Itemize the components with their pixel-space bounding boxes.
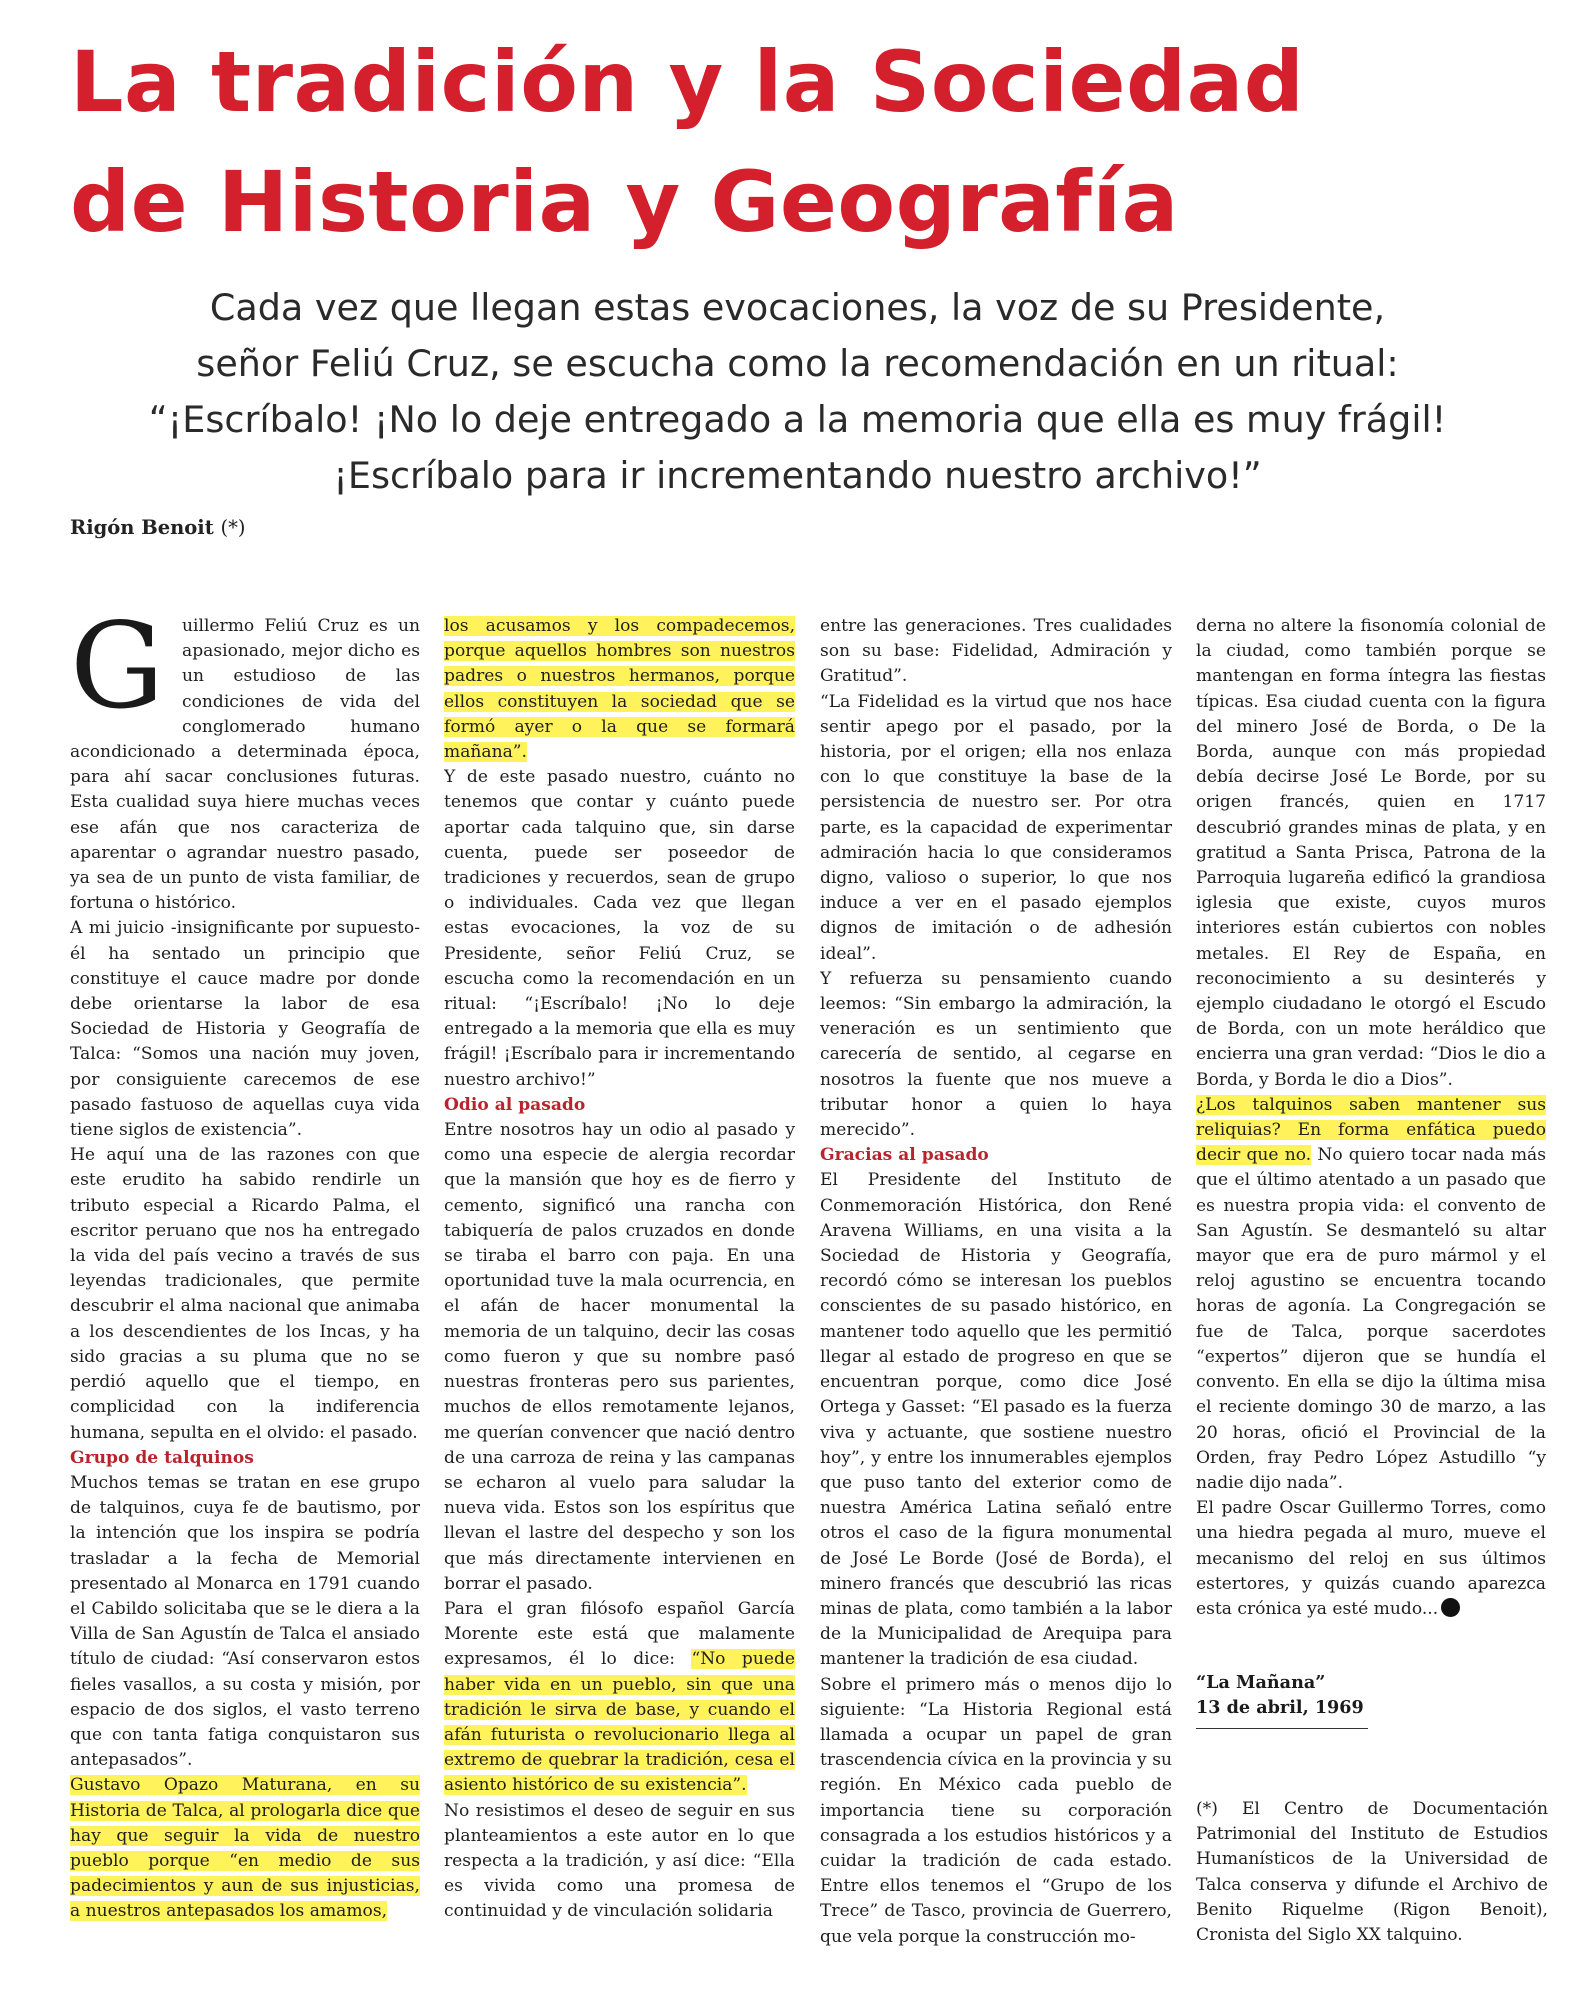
paragraph: “La Fidelidad es la virtud que nos hace sentir apego por el pasado, por la historia, por el origen; ella nos enlaza con lo que constituye la base de la persistencia de nuestro ser. Por otra parte, es la capacidad de experimentar admiración hacia lo que consideramos digno, valioso o superior, lo que nos induce a ver en el pasado ejemplos dignos de imitación o de adhesión ideal”. bbox=[820, 691, 1172, 964]
source-newspaper: “La Mañana” bbox=[1196, 1672, 1326, 1693]
footnote: (*) El Centro de Documentación Patrimonial del Instituto de Estudios Humanísticos de la Universidad de Talca conserva y difunde el Archivo de Benito Riquelme (Rigon Benoit), Cronista del Siglo XX talquino. bbox=[1196, 1799, 1548, 1946]
paragraph bbox=[70, 614, 420, 916]
drop-cap: G bbox=[70, 614, 165, 735]
article-column-1 bbox=[70, 614, 420, 1984]
highlighted-text: ¿Los talquinos saben mantener sus reliquias? En forma enfática puedo decir que no. bbox=[1196, 1094, 1546, 1166]
paragraph-text: El padre Oscar Guillermo Torres, como una hiedra pegada al muro, mueve el mecanismo del reloj en sus últimos estertores, y quizás cuando aparezca esta crónica ya esté mudo... bbox=[1196, 1498, 1546, 1619]
subtitle-line-2: señor Feliú Cruz, se escucha como la recomendación en un ritual: bbox=[196, 342, 1399, 385]
paragraph: A mi juicio -insignificante por supuesto- él ha sentado un principio que constituye el cauce madre por donde debe orientarse la labor de esa Sociedad de Historia y Geografía de Talca: “Somos una nación muy joven, por consiguiente carecemos de ese pasado fastuoso de aquellas cuya vida tiene siglos de existencia”. bbox=[70, 918, 420, 1141]
paragraph: Sobre el primero más o menos dijo lo siguiente: “La Historia Regional está llamada a ocupar un papel de gran trascendencia cívica en la provincia y su región. En México cada pueblo de importancia tiene su corporación consagrada a los estudios históricos y a cuidar la tradición de cada estado. Entre ellos tenemos el “Grupo de los Trece” de Tasco, provincia de Guerrero, que vela porque la construcción mo- bbox=[820, 1674, 1172, 1947]
article-column-2 bbox=[444, 614, 795, 1984]
paragraph bbox=[1196, 1093, 1546, 1496]
highlighted-text: los acusamos y los compadecemos, porque aquellos hombres son nuestros padres o nuestros hermanos, porque ellos constituyen la sociedad que se formó ayer o la que se formará mañana”. bbox=[444, 616, 795, 763]
paragraph: Y refuerza su pensamiento cuando leemos: “Sin embargo la admiración, la veneración es un sentimiento que carecería de sentido, al cegarse en nosotros la fuente que nos mueve a tributar honor a quien lo haya merecido”. bbox=[820, 968, 1172, 1141]
subtitle bbox=[40, 280, 1555, 504]
highlighted-text: “No puede haber vida en un pueblo, sin que una tradición le sirva de base, y cuando el afán futurista o revolucionario llega al extremo de quebrar la tradición, cesa el asiento histórico de su existencia”. bbox=[444, 1649, 795, 1796]
subtitle-line-3: “¡Escríbalo! ¡No lo deje entregado a la memoria que ella es muy frágil! bbox=[148, 398, 1447, 441]
article-column-4 bbox=[1196, 614, 1546, 1624]
paragraph-text: No quiero tocar nada más que el último atentado a un pasado que es nuestra propia vida: el convento de San Agustín. Se desmanteló su altar mayor que era de puro mármol y el reloj agustino se encuentra tocando horas de agonía. La Congregación se fue de Talca, porque sacerdotes “expertos” dijeron que se hundía el convento. En ella se dijo la última misa el reciente domingo 30 de marzo, a las 20 horas, ofició el Provincial de la Orden, fray Pedro López Astudillo “y nadie dijo nada”. bbox=[1196, 1145, 1546, 1493]
paragraph: No resistimos el deseo de seguir en sus planteamientos a este autor en lo que respecta a la tradición, y así dice: “Ella es vivida como una promesa de continuidad y de vinculación solidaria bbox=[444, 1800, 795, 1922]
end-of-article-bullet-icon bbox=[1441, 1598, 1460, 1617]
paragraph-text: uillermo Feliú Cruz es un apasionado, mejor dicho es un estudioso de las condiciones de vida del conglomerado humano acondicionado a determinada época, para ahí sacar conclusiones futuras. Esta cualidad suya hiere muchas veces ese afán que nos caracteriza de aparentar o agrandar nuestro pasado, ya sea de un punto de vista familiar, de fortuna o histórico. bbox=[70, 616, 420, 914]
section-heading-gracias-al-pasado: Gracias al pasado bbox=[820, 1145, 989, 1166]
highlighted-text: Gustavo Opazo Maturana, en su Historia de Talca, al prologarla dice que hay que seguir la vida de nuestro pueblo porque “en medio de sus padecimientos y aun de sus injusticias, a nuestros antepasados los amamos, bbox=[70, 1775, 420, 1922]
headline-line-2: de Historia y Geografía bbox=[70, 153, 1179, 251]
paragraph: Y de este pasado nuestro, cuánto no tenemos que contar y cuánto puede aportar cada talquino que, sin darse cuenta, puede ser poseedor de tradiciones y recuerdos, sean de grupo o individuales. Cada vez que llegan estas evocaciones, la voz de su Presidente, señor Feliú Cruz, se escucha como la recomendación en un ritual: “¡Escríbalo! ¡No lo deje entregado a la memoria que ella es muy frágil! ¡Escríbalo para ir incrementando nuestro archivo!” bbox=[444, 767, 795, 1090]
paragraph-text: Para el gran filósofo español García Morente este está que malamente expresamos, él lo dice: bbox=[444, 1598, 795, 1670]
paragraph: El Presidente del Instituto de Conmemoración Histórica, don René Aravena Williams, en una visita a la Sociedad de Historia y Geografía, recordó cómo se interesan los pueblos conscientes de su pasado histórico, en mantener todo aquello que les permitió llegar al estado de progreso en que se encuentran porque, como dice José Ortega y Gasset: “El pasado es la fuerza viva y actuante, que sostiene nuestro hoy”, y entre los innumerables ejemplos que puso tanto del exterior como de nuestra América Latina señaló entre otros el caso de la figura monumental de José Le Borde (José de Borda), el minero francés que descubrió las ricas minas de plata, como también a la labor de la Municipalidad de Arequipa para mantener la tradición de esa ciudad. bbox=[820, 1170, 1172, 1670]
headline bbox=[70, 22, 1550, 262]
source-citation bbox=[1196, 1670, 1368, 1729]
paragraph: He aquí una de las razones con que este erudito ha sabido rendirle un tributo especial a Ricardo Palma, el escritor peruano que nos ha entregado la vida del país vecino a través de sus leyendas tradicionales, que permite descubrir el alma nacional que animaba a los descendientes de los Incas, y ha sido gracias a su pluma que no se perdió aquello que el tiempo, en complicidad con la indiferencia humana, sepulta en el olvido: el pasado. bbox=[70, 1145, 420, 1443]
author-name: Rigón Benoit bbox=[70, 516, 214, 539]
paragraph bbox=[1196, 1496, 1546, 1622]
paragraph: entre las generaciones. Tres cualidades son su base: Fidelidad, Admiración y Gratitud”. bbox=[820, 616, 1172, 687]
source-date: 13 de abril, 1969 bbox=[1196, 1697, 1364, 1718]
paragraph: Entre nosotros hay un odio al pasado y como una especie de alergia recordar que la mansión que hoy es de fierro y cemento, significó una rancha con tabiquería de palos cruzados en donde se tiraba el barro con paja. En una oportunidad tuve la mala ocurrencia, en el afán de hacer monumental la memoria de un talquino, decir las cosas como fueron y que su nombre pasó nuestras fronteras pero sus parientes, muchos de ellos remotamente lejanos, me querían convencer que nació dentro de una carroza de reina y las campanas se echaron al vuelo para saludar la nueva vida. Estos son los espíritus que llevan el lastre del despecho y son los que más directamente intervienen en borrar el pasado. bbox=[444, 1120, 795, 1594]
paragraph: derna no altere la fisonomía colonial de la ciudad, como también porque se mantengan en forma íntegra las fiestas típicas. Esa ciudad cuenta con la figura del minero José de Borda, o De la Borda, aunque con más propiedad debía decirse José Le Borde, por su origen francés, quien en 1717 descubrió grandes minas de plata, y en gratitud a Santa Prisca, Patrona de la Parroquia lugareña edificó la grandiosa iglesia que existe, cuyos muros interiores están cubiertos con nobles metales. El Rey de España, en reconocimiento a su desinterés y ejemplo ciudadano le otorgó el Escudo de Borda, con un mote heráldico que encierra una gran verdad: “Dios le dio a Borda, y Borda le dio a Dios”. bbox=[1196, 616, 1546, 1090]
paragraph bbox=[444, 614, 795, 765]
subtitle-line-1: Cada vez que llegan estas evocaciones, la voz de su Presidente, bbox=[209, 286, 1386, 329]
section-heading-odio-al-pasado: Odio al pasado bbox=[444, 1094, 586, 1115]
author-footnote-mark: (*) bbox=[220, 516, 246, 539]
paragraph bbox=[444, 1597, 795, 1799]
article-column-3 bbox=[820, 614, 1172, 1984]
section-heading-grupo-de-talquinos: Grupo de talquinos bbox=[70, 1447, 254, 1468]
paragraph bbox=[70, 1773, 420, 1924]
subtitle-line-4: ¡Escríbalo para ir incrementando nuestro archivo!” bbox=[333, 454, 1262, 497]
paragraph: Muchos temas se tratan en ese grupo de talquinos, cuya fe de bautismo, por la intención que los inspira se podría trasladar a la fecha de Memorial presentado al Monarca en 1791 cuando el Cabildo solicitaba que se le diera a la Villa de San Agustín de Talca el ansiado título de ciudad: “Así conservaron estos fieles vasallos, a su costa y misión, por espacio de dos siglos, el vasto terreno que con tanta fatiga conquistaron sus antepasados”. bbox=[70, 1472, 420, 1771]
headline-line-1: La tradición y la Sociedad bbox=[70, 33, 1305, 131]
byline bbox=[70, 516, 245, 539]
